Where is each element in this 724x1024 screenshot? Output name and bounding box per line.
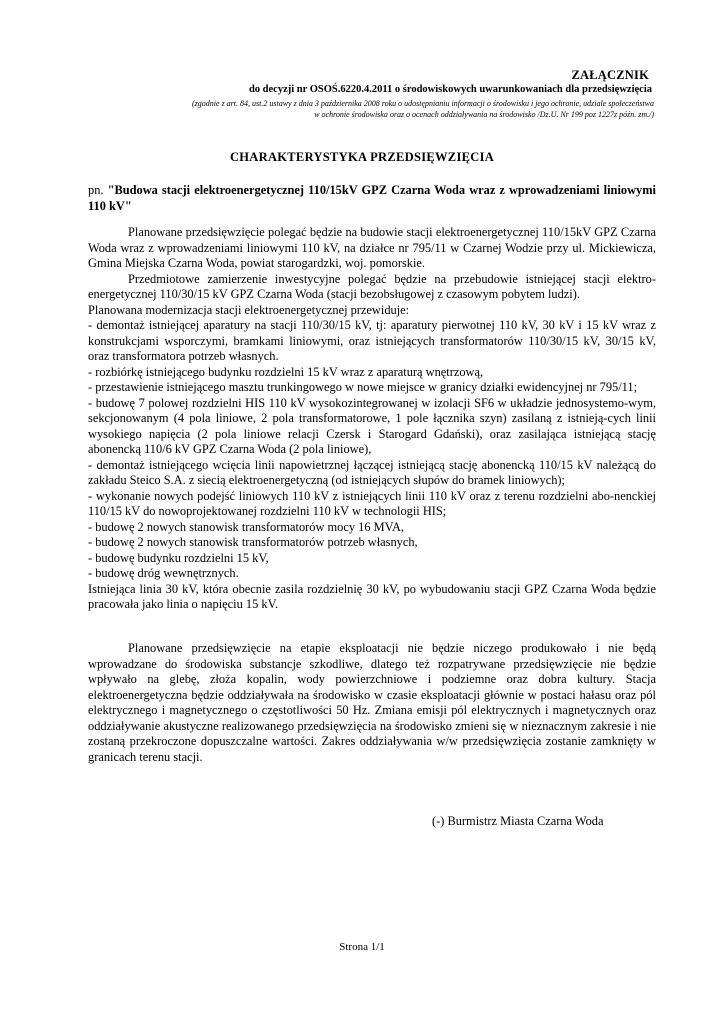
list-item: - przestawienie istniejącego masztu trunkingowego w nowe miejsce w granicy działki ewidencyjnej nr 795/11; <box>88 380 638 394</box>
signature-line: (-) Burmistrz Miasta Czarna Woda <box>432 814 604 828</box>
list-item: - demontaż istniejącej aparatury na stacji 110/30/15 kV, tj: aparatury pierwotnej 110 kV, 30 kV i 15 kV wraz z konstrukcjami wsporczymi, bramkami liniowymi, oraz istniejących transformatorów 110/30/15 kV, 30/15 kV, oraz transformatora potrzeb własnych. <box>88 318 656 363</box>
paragraph-environmental-impact: Planowane przedsięwzięcie na etapie eksploatacji nie będzie niczego produkowało i nie będą wprowadzane do środowiska substancje szkodliwe, dlatego też rozpatrywane przedsięwzięcie nie będzie wpływało na glebę, złoża kopalin, wody powierzchniowe i podziemne oraz dobra kultury. Stacja elektroenergetyczna będzie oddziaływała na środowisko w czasie eksploatacji głównie w postaci hałasu oraz pól elektrycznego i magnetycznego o częstotliwości 50 Hz. Zmiana emisji pól elektrycznych i magnetycznych oraz oddziaływanie akustyczne realizowanego przedsięwzięcia na środowisko zmieni się w nieznacznym zakresie i nie zostaną przekroczone dopuszczalne wartości. Zakres oddziaływania w/w przedsięwzięcia zostanie zamknięty w granicach terenu stacji. <box>88 641 656 764</box>
list-item: - demontaż istniejącego wcięcia linii napowietrznej łączącej istniejącą stację abonencką 110/15 kV należącą do zakładu Steico S.A. z siecią elektroenergetyczną (od istniejących słupów do bramek liniowych); <box>88 457 656 487</box>
environmental-impact-section <box>88 641 656 765</box>
project-name-text: "Budowa stacji elektroenergetycznej 110/15kV GPZ Czarna Woda wraz z wprowadzeniami liniowymi 110 kV" <box>88 183 656 213</box>
paragraph-location: Planowane przedsięwzięcie polegać będzie na budowie stacji elektroenergetycznej 110/15kV GPZ Czarna Woda wraz z wprowadzeniami liniowymi 110 kV, na działce nr 795/11 w Czarnej Wodzie przy ul. Mickiewicza, Gmina Miejska Czarna Woda, powiat starogardzki, woj. pomorskie. <box>88 225 656 270</box>
legal-basis-line-2: w ochronie środowiska oraz o ocenach oddziaływania na środowisko /Dz.U. Nr 199 poz 1227z późn. zm./) <box>314 109 654 119</box>
list-item: - budowę 7 polowej rozdzielni HIS 110 kV wysokozintegrowanej w izolacji SF6 w układzie jednosystemo-wym, sekcjonowanym (4 pola liniowe, 2 pola transformatorowe, 1 pole łącznika szyn) zasilaną z istnieją-cych linii wysokiego napięcia (2 pola liniowe relacji Czersk i Starogard Gdański), oraz zasilająca istniejącą stację abonencką 110/6 kV GPZ Czarna Woda (2 pola liniowe), <box>88 395 656 456</box>
description-section <box>88 225 656 613</box>
project-name-prefix: pn. <box>88 183 104 197</box>
document-title: CHARAKTERYSTYKA PRZEDSIĘWZIĘCIA <box>229 150 495 164</box>
list-item: - budowę dróg wewnętrznych. <box>88 566 239 580</box>
legal-basis-note <box>54 99 654 120</box>
list-item: - rozbiórkę istniejącego budynku rozdzielni 15 kV wraz z aparaturą wnętrzową, <box>88 364 484 379</box>
paragraph-list-intro: Planowana modernizacja stacji elektroenergetycznej przewiduje: <box>88 302 410 317</box>
decision-reference: do decyzji nr OSOŚ.6220.4.2011 o środowiskowych uwarunkowaniach dla przedsięwzięcia <box>248 84 652 95</box>
paragraph-line-voltage: Istniejąca linia 30 kV, która obecnie zasila rozdzielnię 30 kV, po wybudowaniu stacji GPZ Czarna Woda będzie pracowała jako linia o napięciu 15 kV. <box>88 581 656 611</box>
list-item: - budowę 2 nowych stanowisk transformatorów mocy 16 MVA, <box>88 519 405 534</box>
project-name <box>88 183 656 214</box>
list-item: - budowę 2 nowych stanowisk transformatorów potrzeb własnych, <box>88 535 418 549</box>
list-item: - wykonanie nowych podejść liniowych 110 kV z istniejących linii 110 kV oraz z terenu rozdzielni abo-nenckiej 110/15 kV do nowoprojektowanej rozdzielni 110 kV w technologii HIS; <box>88 488 656 518</box>
list-item: - budowę budynku rozdzielni 15 kV, <box>88 550 269 565</box>
legal-basis-line-1: (zgodnie z art. 84, ust.2 ustawy z dnia 3 października 2008 roku o udostępnianiu informacji o środowisku i jego ochronie, udziale społeczeństwa <box>192 99 654 108</box>
paragraph-scope: Przedmiotowe zamierzenie inwestycyjne polegać będzie na przebudowie istniejącej stacji elektro-energetycznej 110/30/15 kV GPZ Czarna Woda (stacji bezobsługowej z czasowym pobytem ludzi). <box>88 271 656 301</box>
page-number: Strona 1/1 <box>339 941 385 953</box>
attachment-title: ZAŁĄCZNIK <box>571 68 649 82</box>
